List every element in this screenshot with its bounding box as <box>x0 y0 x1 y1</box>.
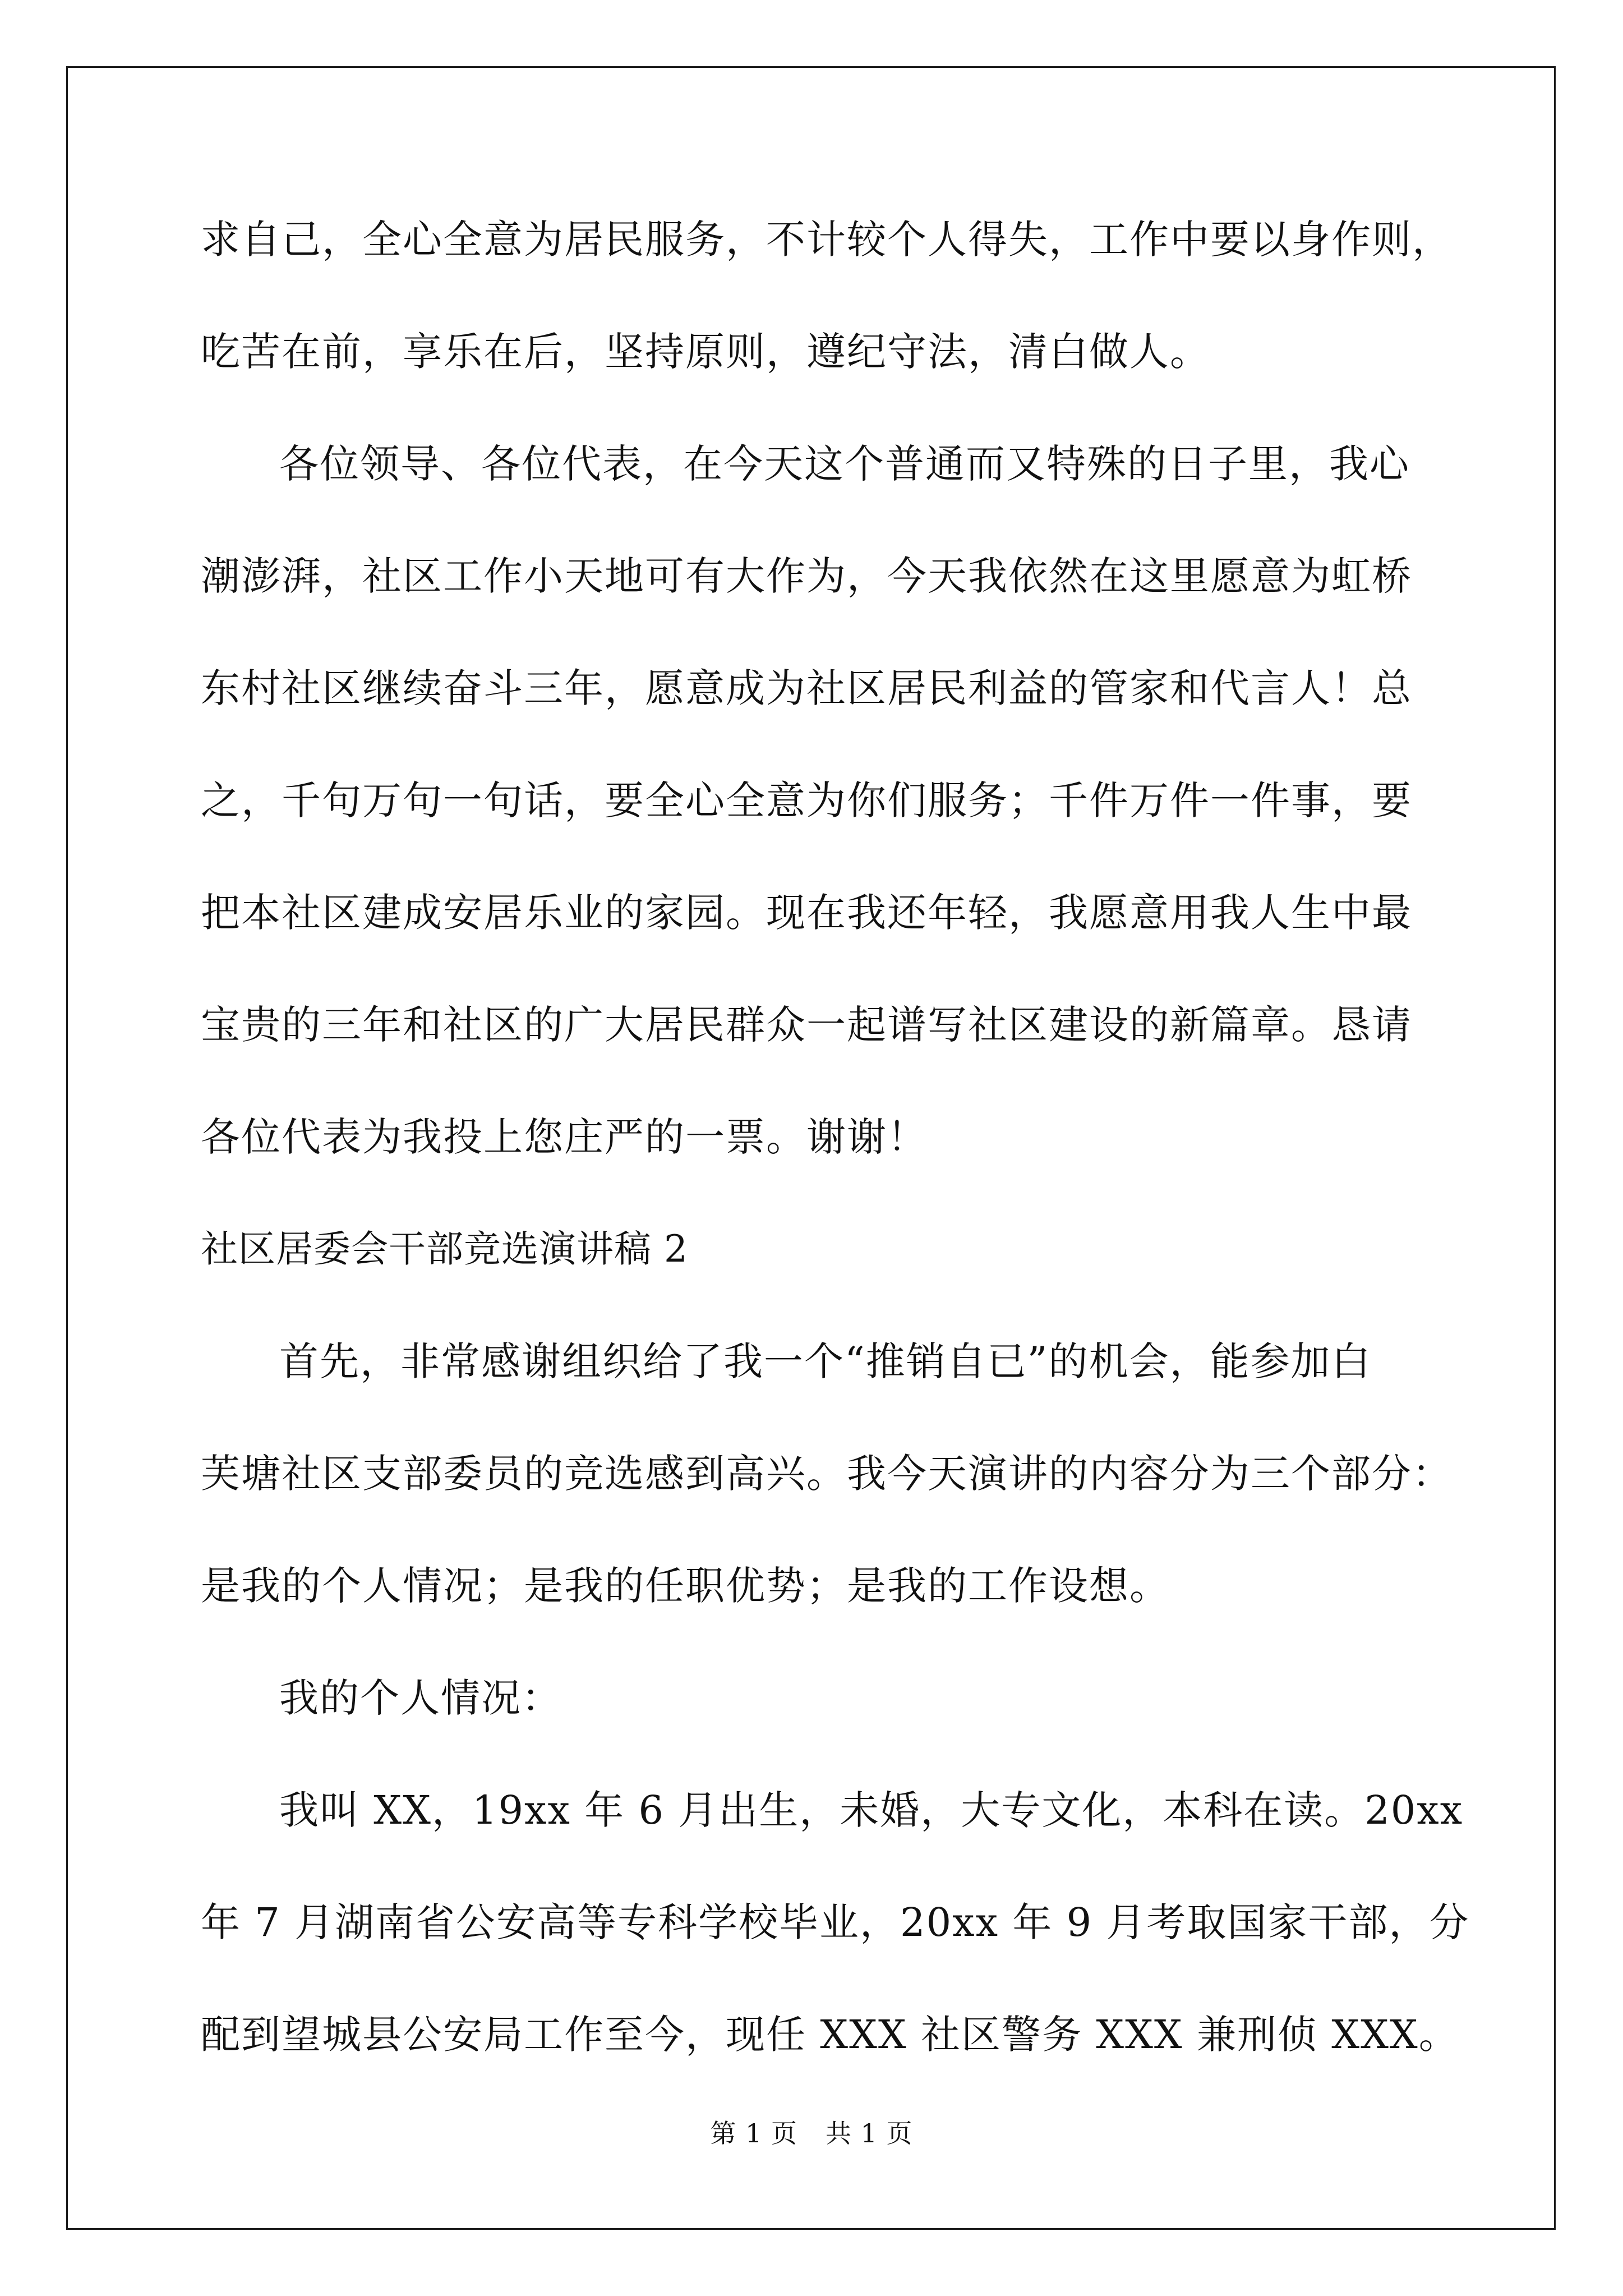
section-title: 社区居委会干部竞选演讲稿 2 <box>201 1227 688 1271</box>
page-total: 共 1 页 <box>826 2118 913 2148</box>
text-line: 东村社区继续奋斗三年，愿意成为社区居民利益的管家和代言人！总 <box>201 665 1412 711</box>
text-line: 求自己，全心全意为居民服务，不计较个人得失，工作中要以身作则， <box>201 217 1453 263</box>
page-number: 第 1 页 <box>710 2118 797 2148</box>
text-line: 首先，非常感谢组织给了我一个“推销自已”的机会，能参加白 <box>279 1338 1372 1384</box>
document-body <box>201 217 1470 2127</box>
text-line: 我叫 XX，19xx 年 6 月出生，未婚，大专文化，本科在读。20xx <box>279 1787 1464 1833</box>
text-line: 是我的个人情况；是我的任职优势；是我的工作设想。 <box>201 1563 1170 1609</box>
text-line: 各位领导、各位代表，在今天这个普通而又特殊的日子里，我心 <box>279 441 1410 487</box>
text-line: 之，千句万句一句话，要全心全意为你们服务；千件万件一件事，要 <box>201 777 1412 823</box>
text-line: 芙塘社区支部委员的竞选感到高兴。我今天演讲的内容分为三个部分： <box>201 1451 1453 1497</box>
text-line: 宝贵的三年和社区的广大居民群众一起谱写社区建设的新篇章。恳请 <box>201 1002 1412 1048</box>
text-line: 各位代表为我投上您庄严的一票。谢谢！ <box>201 1114 928 1160</box>
text-line: 配到望城县公安局工作至今，现任 XXX 社区警务 XXX 兼刑侦 XXX。 <box>201 2012 1459 2058</box>
page-footer <box>0 2120 1623 2146</box>
text-line: 吃苦在前，享乐在后，坚持原则，遵纪守法，清白做人。 <box>201 329 1210 375</box>
text-line: 潮澎湃，社区工作小天地可有大作为，今天我依然在这里愿意为虹桥 <box>201 553 1412 599</box>
text-line: 我的个人情况： <box>279 1675 562 1721</box>
text-line: 年 7 月湖南省公安高等专科学校毕业，20xx 年 9 月考取国家干部，分 <box>201 1899 1470 1945</box>
text-line: 把本社区建成安居乐业的家园。现在我还年轻，我愿意用我人生中最 <box>201 890 1412 936</box>
